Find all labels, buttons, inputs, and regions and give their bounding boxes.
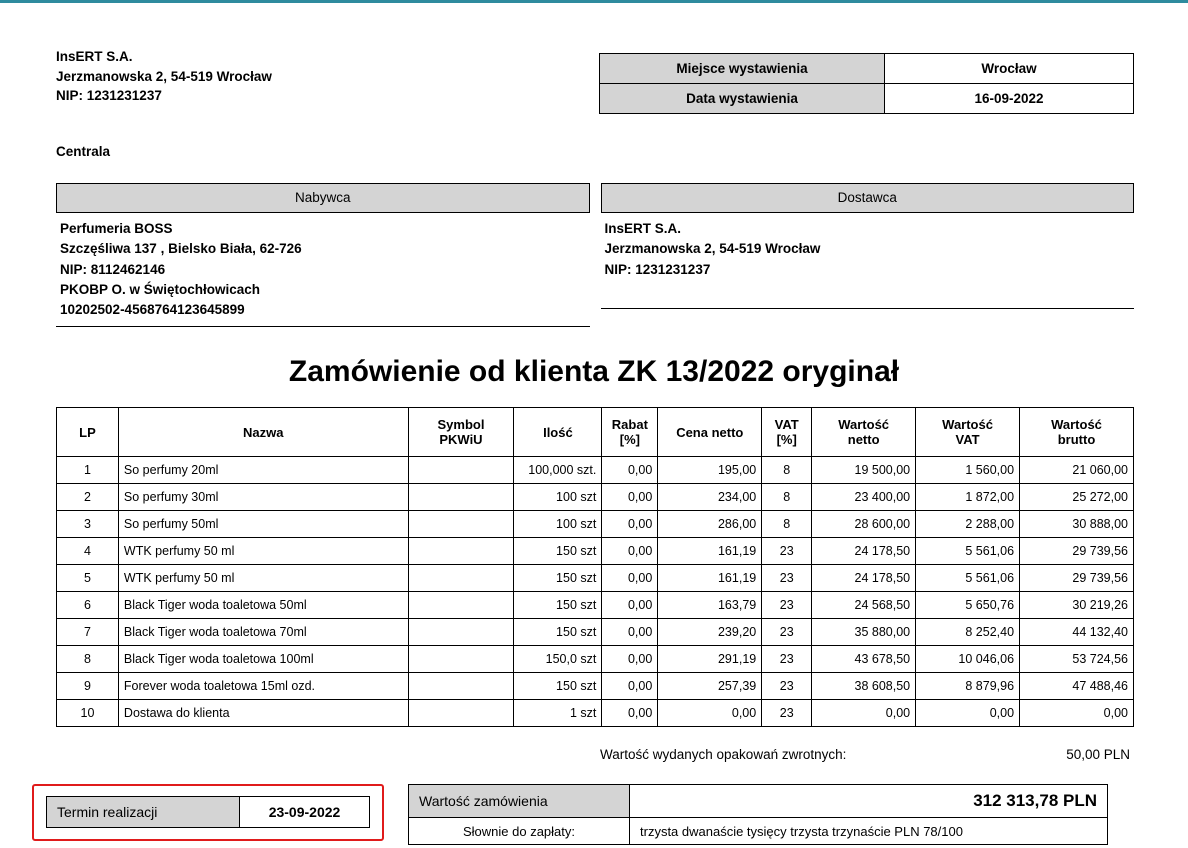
cell-rabat: 0,00 [602, 700, 658, 727]
col-wbrutto-line1: Wartość [1051, 417, 1102, 433]
cell-nazwa: Forever woda toaletowa 15ml ozd. [118, 673, 408, 700]
cell-lp: 5 [57, 565, 119, 592]
cell-wvat: 5 650,76 [916, 592, 1020, 619]
col-nazwa: Nazwa [118, 408, 408, 457]
cell-vat: 23 [762, 673, 812, 700]
seller-name: InsERT S.A. [56, 49, 133, 64]
order-total-label: Wartość zamówienia [409, 785, 630, 818]
cell-cena: 239,20 [658, 619, 762, 646]
col-cena-netto: Cena netto [658, 408, 762, 457]
cell-nazwa: So perfumy 20ml [118, 457, 408, 484]
order-total-row [409, 785, 1108, 818]
col-rabat [602, 408, 658, 457]
cell-cena: 291,19 [658, 646, 762, 673]
col-pkwiu-line2: PKWiU [439, 432, 483, 448]
col-wartosc-netto [812, 408, 916, 457]
cell-wnetto: 38 608,50 [812, 673, 916, 700]
header-section [0, 3, 1188, 114]
realization-row [47, 797, 370, 828]
buyer-title: Nabywca [56, 183, 590, 213]
cell-wbrutto: 0,00 [1020, 700, 1134, 727]
cell-wvat: 0,00 [916, 700, 1020, 727]
amount-in-words-table [408, 817, 1108, 845]
cell-rabat: 0,00 [602, 646, 658, 673]
cell-wnetto: 43 678,50 [812, 646, 916, 673]
cell-vat: 23 [762, 646, 812, 673]
amount-in-words-label: Słownie do zapłaty: [409, 818, 630, 845]
cell-wvat: 1 560,00 [916, 457, 1020, 484]
realization-highlight-box [32, 784, 384, 841]
cell-pkwiu [408, 619, 514, 646]
cell-cena: 234,00 [658, 484, 762, 511]
returnable-label: Wartość wydanych opakowań zwrotnych: [600, 747, 847, 763]
col-ilosc: Ilość [514, 408, 602, 457]
cell-wbrutto: 30 888,00 [1020, 511, 1134, 538]
col-vat [762, 408, 812, 457]
supplier-box [601, 183, 1135, 327]
buyer-name: Perfumeria BOSS [60, 221, 173, 236]
cell-cena: 195,00 [658, 457, 762, 484]
cell-wvat: 5 561,06 [916, 538, 1020, 565]
cell-wvat: 2 288,00 [916, 511, 1020, 538]
cell-cena: 0,00 [658, 700, 762, 727]
cell-wbrutto: 44 132,40 [1020, 619, 1134, 646]
issue-date-value: 16-09-2022 [885, 84, 1134, 114]
invoice-page [0, 3, 1188, 845]
cell-ilosc: 150 szt [514, 673, 602, 700]
cell-pkwiu [408, 538, 514, 565]
cell-rabat: 0,00 [602, 457, 658, 484]
cell-cena: 163,79 [658, 592, 762, 619]
cell-vat: 8 [762, 457, 812, 484]
table-row [57, 511, 1134, 538]
cell-wnetto: 19 500,00 [812, 457, 916, 484]
buyer-details [56, 213, 590, 327]
col-vat-line1: VAT [774, 417, 799, 433]
cell-wvat: 8 879,96 [916, 673, 1020, 700]
supplier-details [601, 213, 1135, 309]
cell-pkwiu [408, 484, 514, 511]
cell-wnetto: 24 178,50 [812, 565, 916, 592]
amount-in-words-value: trzysta dwanaście tysięcy trzysta trzynaście PLN 78/100 [630, 818, 1108, 845]
cell-wnetto: 24 568,50 [812, 592, 916, 619]
page-title: Zamówienie od klienta ZK 13/2022 oryginał [288, 355, 900, 389]
totals-block [408, 784, 1108, 845]
cell-wbrutto: 25 272,00 [1020, 484, 1134, 511]
cell-vat: 23 [762, 700, 812, 727]
order-total-table [408, 784, 1108, 818]
cell-wbrutto: 29 739,56 [1020, 565, 1134, 592]
cell-wnetto: 0,00 [812, 700, 916, 727]
cell-nazwa: Black Tiger woda toaletowa 100ml [118, 646, 408, 673]
cell-vat: 8 [762, 484, 812, 511]
col-rabat-line1: Rabat [611, 417, 648, 433]
cell-wnetto: 35 880,00 [812, 619, 916, 646]
cell-pkwiu [408, 565, 514, 592]
col-wartosc-vat [916, 408, 1020, 457]
cell-cena: 257,39 [658, 673, 762, 700]
col-lp: LP [57, 408, 119, 457]
cell-nazwa: Black Tiger woda toaletowa 50ml [118, 592, 408, 619]
table-row [57, 538, 1134, 565]
order-total-value: 312 313,78 PLN [630, 785, 1108, 818]
cell-vat: 8 [762, 511, 812, 538]
items-body [57, 457, 1134, 727]
cell-lp: 7 [57, 619, 119, 646]
cell-rabat: 0,00 [602, 511, 658, 538]
col-pkwiu-line1: Symbol [437, 417, 485, 433]
seller-branch: Centrala [56, 144, 111, 159]
cell-wbrutto: 29 739,56 [1020, 538, 1134, 565]
cell-vat: 23 [762, 619, 812, 646]
cell-pkwiu [408, 511, 514, 538]
cell-lp: 10 [57, 700, 119, 727]
table-row [57, 673, 1134, 700]
parties-section [0, 159, 1188, 327]
cell-rabat: 0,00 [602, 673, 658, 700]
cell-nazwa: WTK perfumy 50 ml [118, 538, 408, 565]
supplier-address: Jerzmanowska 2, 54-519 Wrocław [604, 241, 821, 257]
items-header-row [57, 408, 1134, 457]
buyer-account: 10202502-4568764123645899 [60, 302, 245, 317]
cell-nazwa: Black Tiger woda toaletowa 70ml [118, 619, 408, 646]
cell-lp: 2 [57, 484, 119, 511]
issue-date-row [600, 84, 1134, 114]
cell-rabat: 0,00 [602, 592, 658, 619]
issue-place-value: Wrocław [885, 54, 1134, 84]
cell-lp: 3 [57, 511, 119, 538]
cell-nazwa: WTK perfumy 50 ml [118, 565, 408, 592]
cell-ilosc: 100 szt [514, 511, 602, 538]
col-rabat-line2: [%] [619, 432, 640, 448]
cell-wvat: 8 252,40 [916, 619, 1020, 646]
realization-label: Termin realizacji [47, 797, 240, 828]
cell-ilosc: 100 szt [514, 484, 602, 511]
cell-wbrutto: 47 488,46 [1020, 673, 1134, 700]
realization-value: 23-09-2022 [240, 797, 370, 828]
cell-lp: 8 [57, 646, 119, 673]
cell-rabat: 0,00 [602, 538, 658, 565]
cell-wnetto: 23 400,00 [812, 484, 916, 511]
table-row [57, 646, 1134, 673]
cell-ilosc: 150 szt [514, 592, 602, 619]
cell-wbrutto: 30 219,26 [1020, 592, 1134, 619]
col-wnetto-line1: Wartość [838, 417, 890, 433]
cell-rabat: 0,00 [602, 619, 658, 646]
table-row [57, 484, 1134, 511]
col-wartosc-brutto [1020, 408, 1134, 457]
cell-vat: 23 [762, 538, 812, 565]
cell-nazwa: So perfumy 50ml [118, 511, 408, 538]
cell-rabat: 0,00 [602, 565, 658, 592]
cell-lp: 1 [57, 457, 119, 484]
cell-wvat: 10 046,06 [916, 646, 1020, 673]
cell-wvat: 5 561,06 [916, 565, 1020, 592]
cell-pkwiu [408, 457, 514, 484]
buyer-nip: NIP: 8112462146 [60, 261, 166, 277]
items-section [0, 407, 1188, 727]
table-row [57, 565, 1134, 592]
cell-cena: 161,19 [658, 538, 762, 565]
cell-wbrutto: 53 724,56 [1020, 646, 1134, 673]
supplier-name: InsERT S.A. [604, 221, 682, 236]
seller-nip: NIP: 1231231237 [56, 88, 162, 104]
supplier-nip: NIP: 1231231237 [604, 261, 711, 277]
buyer-box [56, 183, 590, 327]
cell-ilosc: 150 szt [514, 538, 602, 565]
cell-lp: 9 [57, 673, 119, 700]
cell-cena: 161,19 [658, 565, 762, 592]
col-wnetto-line2: netto [847, 432, 880, 448]
cell-wbrutto: 21 060,00 [1020, 457, 1134, 484]
buyer-bank: PKOBP O. w Świętochłowicach [60, 281, 261, 297]
cell-lp: 6 [57, 592, 119, 619]
items-table [56, 407, 1134, 727]
issue-meta-table [599, 53, 1134, 114]
cell-wnetto: 28 600,00 [812, 511, 916, 538]
col-wvat-line1: Wartość [942, 417, 993, 433]
cell-lp: 4 [57, 538, 119, 565]
cell-ilosc: 100,000 szt. [514, 457, 602, 484]
cell-pkwiu [408, 592, 514, 619]
table-row [57, 700, 1134, 727]
cell-pkwiu [408, 673, 514, 700]
cell-ilosc: 150,0 szt [514, 646, 602, 673]
cell-pkwiu [408, 700, 514, 727]
col-wvat-line2: VAT [955, 432, 980, 448]
col-vat-line2: [%] [776, 432, 797, 448]
cell-nazwa: So perfumy 30ml [118, 484, 408, 511]
col-wbrutto-line2: brutto [1057, 432, 1096, 448]
seller-address: Jerzmanowska 2, 54-519 Wrocław [56, 68, 272, 84]
supplier-title: Dostawca [601, 183, 1135, 213]
cell-ilosc: 1 szt [514, 700, 602, 727]
returnable-value: 50,00 PLN [1066, 747, 1130, 763]
issue-date-label: Data wystawienia [600, 84, 885, 114]
cell-vat: 23 [762, 565, 812, 592]
issue-place-row [600, 54, 1134, 84]
cell-nazwa: Dostawa do klienta [118, 700, 408, 727]
cell-rabat: 0,00 [602, 484, 658, 511]
cell-wvat: 1 872,00 [916, 484, 1020, 511]
issue-place-label: Miejsce wystawienia [600, 54, 885, 84]
cell-pkwiu [408, 646, 514, 673]
cell-vat: 23 [762, 592, 812, 619]
seller-header-block [56, 47, 272, 106]
table-row [57, 619, 1134, 646]
footer-section [0, 784, 1188, 845]
cell-ilosc: 150 szt [514, 619, 602, 646]
cell-ilosc: 150 szt [514, 565, 602, 592]
amount-in-words-row [409, 818, 1108, 845]
col-pkwiu [408, 408, 514, 457]
returnable-packaging-row [600, 747, 1134, 762]
table-row [57, 592, 1134, 619]
table-row [57, 457, 1134, 484]
cell-wnetto: 24 178,50 [812, 538, 916, 565]
cell-cena: 286,00 [658, 511, 762, 538]
buyer-address: Szczęśliwa 137 , Bielsko Biała, 62-726 [60, 241, 302, 257]
realization-table [46, 796, 370, 828]
